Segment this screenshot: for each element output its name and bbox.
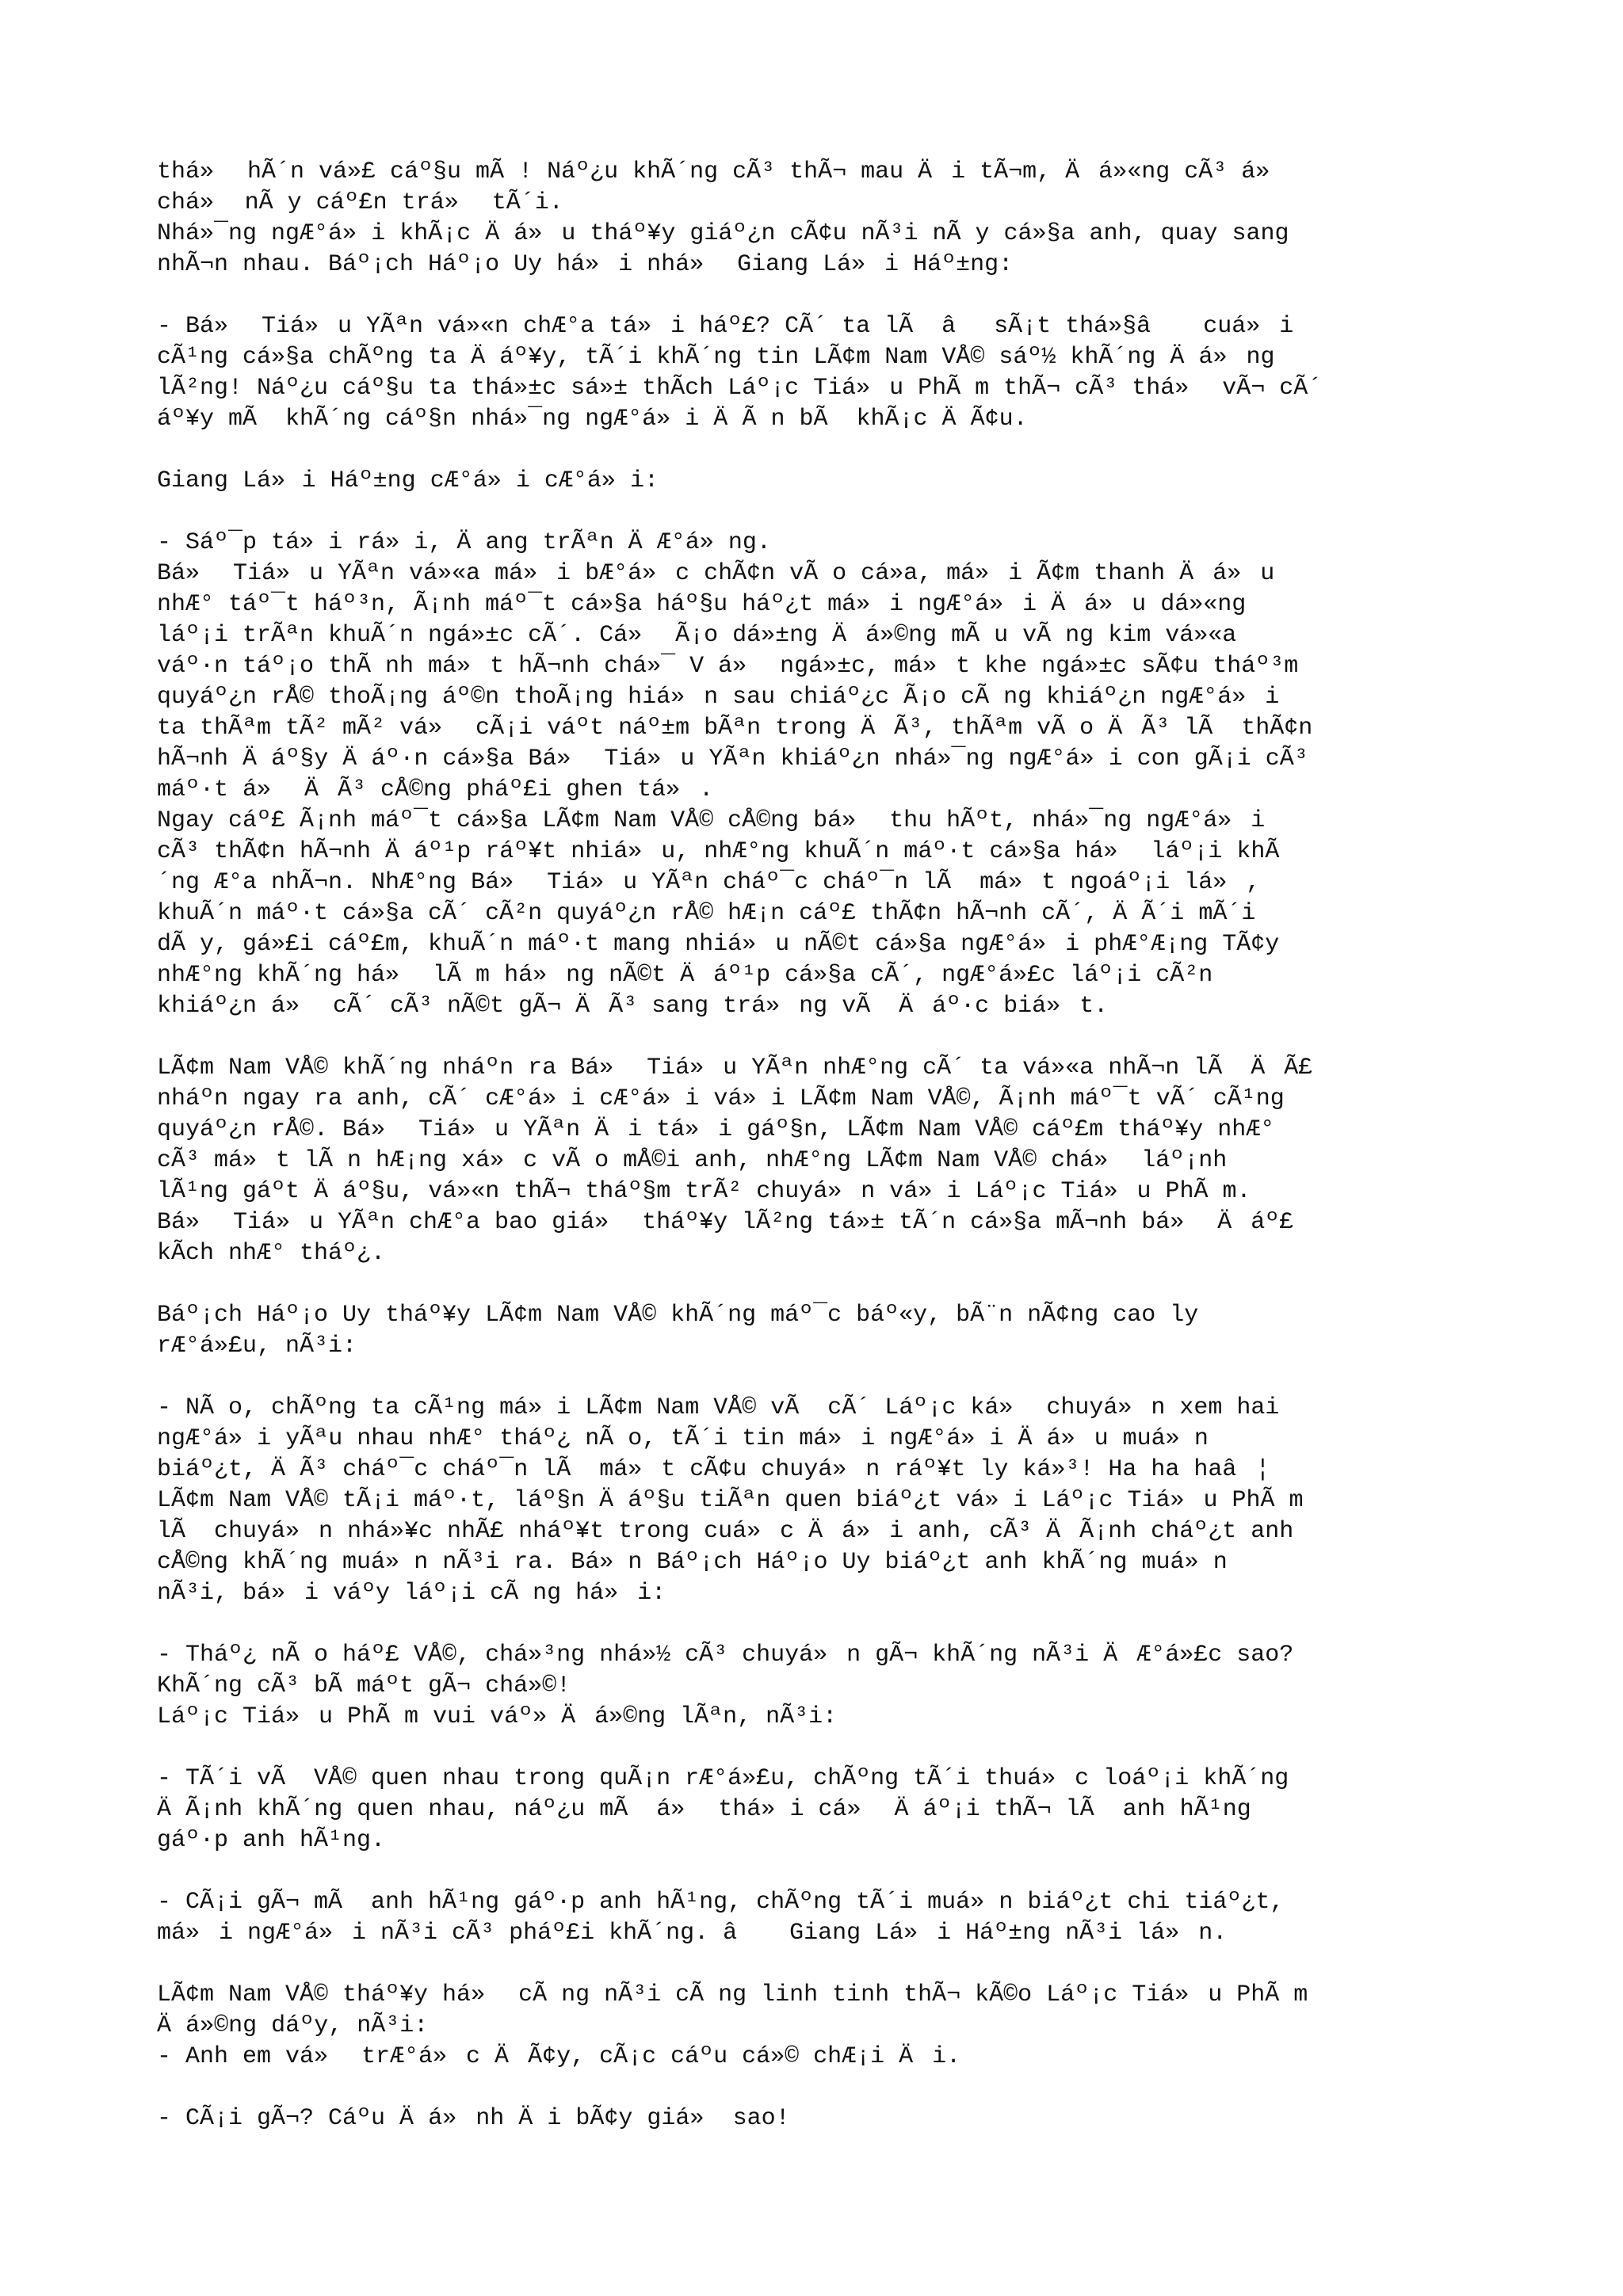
text-line: - Bá» Tiá»u YÃªn vá»«n chÆ°a tá»i háº£? CÃ´ ta lÃ âsÃ¡t thá»§â cuá»i xyxy=(157,313,1294,340)
text-line: Bá» Tiá»u YÃªn chÆ°a bao giá» tháº¥y lÃ²ng tá»± tÃ´n cá»§a mÃ¬nh bá» Äáº£ xyxy=(157,1209,1294,1236)
text-line: biáº¿t, ÄÃ³ cháº¯c cháº¯n lÃ má»t cÃ¢u chuyá»n ráº¥t ly ká»³! Ha ha haâ¦ xyxy=(157,1456,1270,1483)
text-line: hÃ¬nh Äáº§y Äáº·n cá»§a Bá» Tiá»u YÃªn khiáº¿n nhá»¯ng ngÆ°á»i con gÃ¡i cÃ³ xyxy=(157,746,1308,772)
text-line: - CÃ¡i gÃ¬? Cáºu Äá»nh Äi bÃ¢y giá» sao! xyxy=(157,2105,790,2132)
blank-line xyxy=(157,1362,1472,1393)
text-line: quyáº¿n rÅ© thoÃ¡ng áº©n thoÃ¡ng hiá»n sau chiáº¿c Ã¡o cÃ ng khiáº¿n ngÆ°á»i xyxy=(157,684,1280,711)
text-line: má»i ngÆ°á»i nÃ³i cÃ³ pháº£i khÃ´ng. â Giang Lá»i Háº±ng nÃ³i lá»n. xyxy=(157,1920,1228,1947)
text-line: - NÃ o, chÃºng ta cÃ¹ng má»i LÃ¢m Nam VÅ© vÃ cÃ´ Láº¡c ká» chuyá»n xem hai xyxy=(157,1394,1280,1421)
text-line: cÃ¹ng cá»§a chÃºng ta Äáº¥y, tÃ´i khÃ´ng tin LÃ¢m Nam VÅ© sáº½ khÃ´ng Äá»ng xyxy=(157,344,1275,371)
text-line: nháºn ngay ra anh, cÃ´ cÆ°á»i cÆ°á»i vá»i LÃ¢m Nam VÅ©, Ã¡nh máº¯t vÃ´ cÃ¹ng xyxy=(157,1085,1285,1112)
text-line: quyáº¿n rÅ©. Bá» Tiá»u YÃªn Äi tá»i gáº§n, LÃ¢m Nam VÅ© cáº£m tháº¥y nhÆ° xyxy=(157,1116,1275,1143)
text-line: ta thÃªm tÃ² mÃ² vá» cÃ¡i váºt náº±m bÃªn trong ÄÃ³, thÃªm vÃ o ÄÃ³ lÃ thÃ¢n xyxy=(157,715,1313,742)
blank-line xyxy=(157,1856,1472,1887)
blank-line xyxy=(157,280,1472,311)
blank-line xyxy=(157,497,1472,528)
blank-line xyxy=(157,1022,1472,1053)
text-line: kÃch nhÆ° tháº¿. xyxy=(157,1240,386,1267)
text-line: Láº¡c Tiá»u PhÃ m vui váº» Äá»©ng lÃªn, nÃ³i: xyxy=(157,1703,838,1730)
text-line: cÅ©ng khÃ´ng muá»n nÃ³i ra. Bá»n Báº¡ch Háº¡o Uy biáº¿t anh khÃ´ng muá»n xyxy=(157,1549,1228,1576)
text-line: dÃ y, gá»£i cáº£m, khuÃ´n máº·t mang nhiá»u nÃ©t cá»§a ngÆ°á»i phÆ°Æ¡ng TÃ¢y xyxy=(157,931,1280,958)
text-line: Ngay cáº£ Ã¡nh máº¯t cá»§a LÃ¢m Nam VÅ© cÅ©ng bá» thu hÃºt, nhá»¯ng ngÆ°á»i xyxy=(157,807,1266,834)
text-line: máº·t á» ÄÃ³ cÅ©ng pháº£i ghen tá». xyxy=(157,776,714,803)
text-line: LÃ¢m Nam VÅ© tháº¥y há» cÃ ng nÃ³i cÃ ng linh tinh thÃ¬ kÃ©o Láº¡c Tiá»u PhÃ m xyxy=(157,1981,1308,2008)
text-line: - TÃ´i vÃ VÅ© quen nhau trong quÃ¡n rÆ°á»£u, chÃºng tÃ´i thuá»c loáº¡i khÃ´ng xyxy=(157,1765,1289,1792)
blank-line xyxy=(157,1733,1472,1764)
text-line: lÃ²ng! Náº¿u cáº§u ta thá»±c sá»± thÃch Láº¡c Tiá»u PhÃ m thÃ¬ cÃ³ thá» vÃ¬ cÃ´ xyxy=(157,375,1323,402)
text-line: Äá»©ng dáºy, nÃ³i: xyxy=(157,2012,429,2039)
text-line: khiáº¿n á» cÃ´ cÃ³ nÃ©t gÃ¬ ÄÃ³ sang trá»ng vÃ Äáº·c biá»t. xyxy=(157,993,1109,1020)
text-line: - CÃ¡i gÃ¬ mÃ anh hÃ¹ng gáº·p anh hÃ¹ng, chÃºng tÃ´i muá»n biáº¿t chi tiáº¿t, xyxy=(157,1889,1285,1916)
text-line: ´ng Æ°a nhÃ¬n. NhÆ°ng Bá» Tiá»u YÃªn cháº¯c cháº¯n lÃ má»t ngoáº¡i lá», xyxy=(157,869,1261,896)
text-line: thá» hÃ´n vá»£ cáº§u mÃ ! Náº¿u khÃ´ng cÃ³ thÃ¬ mau Äi tÃ¬m, Äá»«ng cÃ³ á» xyxy=(157,158,1289,185)
text-line: LÃ¢m Nam VÅ© khÃ´ng nháºn ra Bá» Tiá»u YÃªn nhÆ°ng cÃ´ ta vá»«a nhÃ¬n lÃ ÄÃ£ xyxy=(157,1055,1313,1081)
text-line: áº¥y mÃ khÃ´ng cáº§n nhá»¯ng ngÆ°á»i ÄÃ n bÃ khÃ¡c ÄÃ¢u. xyxy=(157,406,1028,433)
text-line: gáº·p anh hÃ¹ng. xyxy=(157,1827,386,1854)
text-line: Báº¡ch Háº¡o Uy tháº¥y LÃ¢m Nam VÅ© khÃ´ng máº¯c báº«y, bÃ¨n nÃ¢ng cao ly xyxy=(157,1302,1199,1329)
text-line: nÃ³i, bá»i váºy láº¡i cÃ ng há»i: xyxy=(157,1580,666,1607)
text-line: Nhá»¯ng ngÆ°á»i khÃ¡c Äá»u tháº¥y giáº¿n cÃ¢u nÃ³i nÃ y cá»§a anh, quay sang xyxy=(157,220,1289,247)
text-line: rÆ°á»£u, nÃ³i: xyxy=(157,1333,357,1360)
blank-line xyxy=(157,2073,1472,2103)
text-line: lÃ¹ng gáºt Äáº§u, vá»«n thÃ¬ tháº§m trÃ² chuyá»n vá»i Láº¡c Tiá»u PhÃ m. xyxy=(157,1178,1251,1205)
blank-line xyxy=(157,1269,1472,1300)
text-line: ÄÃ¡nh khÃ´ng quen nhau, náº¿u mÃ á» thá»i cá» Äáº¡i thÃ¬ lÃ anh hÃ¹ng xyxy=(157,1796,1251,1823)
text-line: LÃ¢m Nam VÅ© tÃ¡i máº·t, láº§n Äáº§u tiÃªn quen biáº¿t vá»i Láº¡c Tiá»u PhÃ m xyxy=(157,1487,1304,1514)
text-line: cÃ³ má»t lÃ n hÆ¡ng xá»c vÃ o mÅ©i anh, nhÆ°ng LÃ¢m Nam VÅ© chá» láº¡nh xyxy=(157,1147,1228,1174)
text-line: nhÆ°ng khÃ´ng há» lÃ m há»ng nÃ©t Äáº¹p cá»§a cÃ´, ngÆ°á»£c láº¡i cÃ²n xyxy=(157,962,1213,989)
document-page xyxy=(157,157,1472,2134)
text-line: Bá» Tiá»u YÃªn vá»«a má»i bÆ°á»c chÃ¢n vÃ o cá»a, má»i Ã¢m thanh Äá»u xyxy=(157,560,1275,587)
text-line: KhÃ´ng cÃ³ bÃ máºt gÃ¬ chá»©! xyxy=(157,1672,571,1699)
blank-line xyxy=(157,435,1472,466)
text-line: láº¡i trÃªn khuÃ´n ngá»±c cÃ´. Cá» Ã¡o dá»±ng Äá»©ng mÃ u vÃ ng kim vá»«a xyxy=(157,622,1237,649)
text-line: nhÃ¬n nhau. Báº¡ch Háº¡o Uy há»i nhá» Giang Lá»i Háº±ng: xyxy=(157,251,1014,278)
blank-line xyxy=(157,1609,1472,1640)
text-line: váº·n táº¡o thÃ nh má»t hÃ¬nh chá»¯ V á» ngá»±c, má»t khe ngá»±c sÃ¢u tháº³m xyxy=(157,653,1299,680)
text-line: - Anh em vá» trÆ°á»c ÄÃ¢y, cÃ¡c cáºu cá»© chÆ¡i Äi. xyxy=(157,2043,961,2070)
text-line: khuÃ´n máº·t cá»§a cÃ´ cÃ²n quyáº¿n rÅ© hÆ¡n cáº£ thÃ¢n hÃ¬nh cÃ´, ÄÃ´i mÃ´i xyxy=(157,900,1256,927)
text-line: cÃ³ thÃ¢n hÃ¬nh Äáº¹p ráº¥t nhiá»u, nhÆ°ng khuÃ´n máº·t cá»§a há» láº¡i khÃ xyxy=(157,838,1280,865)
text-line: - Sáº¯p tá»i rá»i, Äang trÃªn ÄÆ°á»ng. xyxy=(157,529,771,556)
blank-line xyxy=(157,1949,1472,1980)
text-line: lÃ chuyá»n nhá»¥c nhÃ£ nháº¥t trong cuá»c Äá»i anh, cÃ³ ÄÃ¡nh cháº¿t anh xyxy=(157,1518,1294,1545)
text-line: chá» nÃ y cáº£n trá» tÃ´i. xyxy=(157,189,563,216)
text-line: Giang Lá»i Háº±ng cÆ°á»i cÆ°á»i: xyxy=(157,467,659,494)
text-line: nhÆ° táº¯t háº³n, Ã¡nh máº¯t cá»§a háº§u háº¿t má»i ngÆ°á»i Äá»u dá»«ng xyxy=(157,591,1247,618)
text-line: - Tháº¿ nÃ o háº£ VÅ©, chá»³ng nhá»½ cÃ³ chuyá»n gÃ¬ khÃ´ng nÃ³i ÄÆ°á»£c sao? xyxy=(157,1642,1294,1669)
text-line: ngÆ°á»i yÃªu nhau nhÆ° tháº¿ nÃ o, tÃ´i tin má»i ngÆ°á»i Äá»u muá»n xyxy=(157,1425,1209,1452)
